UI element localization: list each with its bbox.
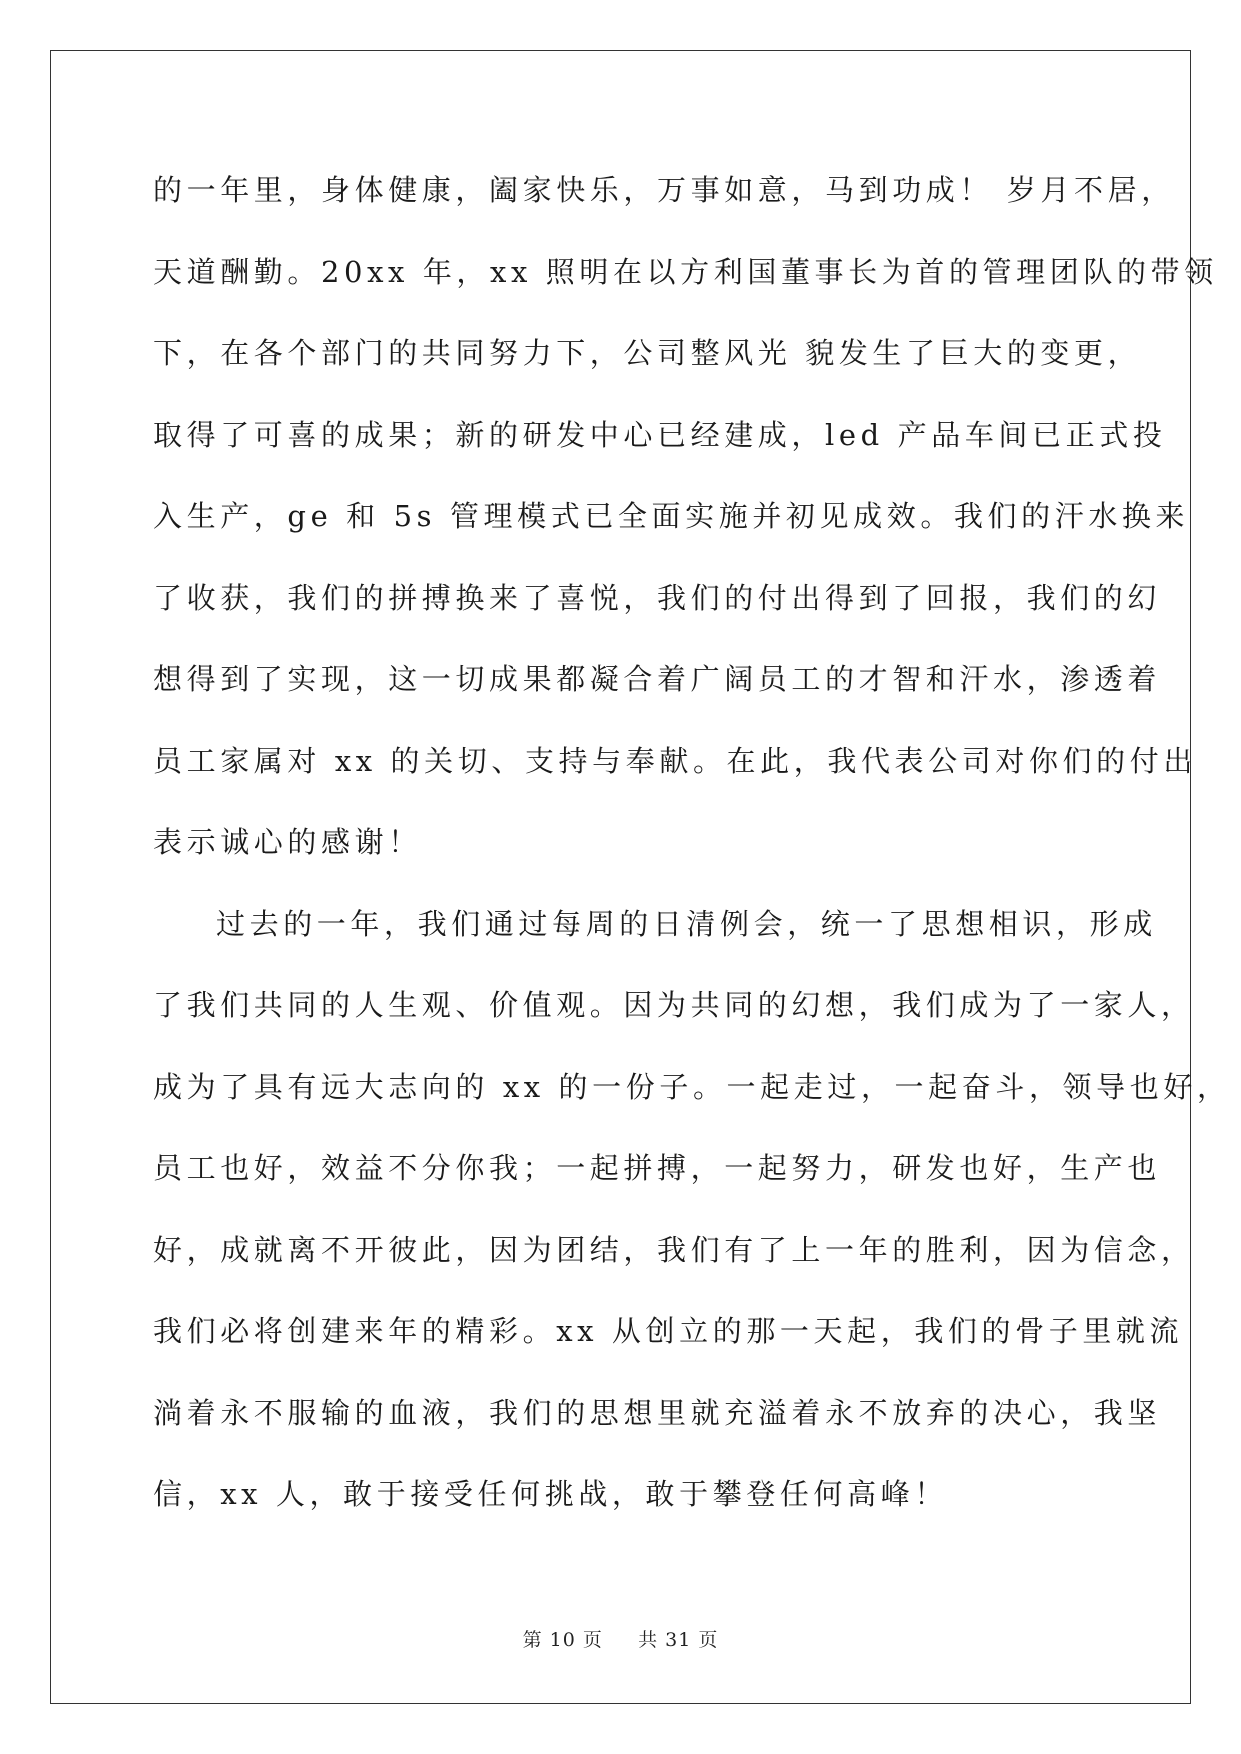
- text-line: 天道酬勤。20xx 年，xx 照明在以方利国董事长为首的管理团队的带领: [153, 254, 1218, 289]
- text-line: 好，成就离不开彼此，因为团结，我们有了上一年的胜利，因为信念，: [153, 1232, 1195, 1267]
- page-footer: [0, 1625, 1241, 1652]
- text-line: 了我们共同的人生观、价值观。因为共同的幻想，我们成为了一家人，: [153, 988, 1195, 1022]
- current-page-number: 第 10 页: [522, 1629, 603, 1651]
- text-line: 取得了可喜的成果；新的研发中心已经建成，led 产品车间已正式投: [153, 417, 1167, 452]
- text-line: 了收获，我们的拼搏换来了喜悦，我们的付出得到了回报，我们的幻: [153, 580, 1162, 615]
- text-line: 想得到了实现，这一切成果都凝合着广阔员工的才智和汗水，渗透着: [153, 662, 1162, 696]
- text-line: 淌着永不服输的血液，我们的思想里就充溢着永不放弃的决心，我坚: [153, 1395, 1162, 1430]
- text-line: 成为了具有远大志向的 xx 的一份子。一起走过，一起奋斗，领导也好，: [153, 1069, 1231, 1104]
- text-line: 员工家属对 xx 的关切、支持与奉献。在此，我代表公司对你们的付出: [153, 743, 1197, 778]
- text-line: 我们必将创建来年的精彩。xx 从创立的那一天起，我们的骨子里就流: [153, 1314, 1184, 1348]
- text-line: 信，xx 人，敢于接受任何挑战，敢于攀登任何高峰！: [153, 1477, 948, 1511]
- total-page-count: 共 31 页: [638, 1629, 719, 1651]
- text-line: 员工也好，效益不分你我；一起拼搏，一起努力，研发也好，生产也: [153, 1151, 1162, 1185]
- text-line: 的一年里，身体健康，阖家快乐，万事如意，马到功成！ 岁月不居，: [153, 173, 1175, 207]
- paragraph-start-line: 过去的一年，我们通过每周的日清例会，统一了思想相识，形成: [216, 906, 1157, 941]
- text-line: 下，在各个部门的共同努力下，公司整风光 貌发生了巨大的变更，: [153, 336, 1142, 370]
- text-line: 入生产，ge 和 5s 管理模式已全面实施并初见成效。我们的汗水换来: [153, 499, 1190, 533]
- document-body: [153, 160, 1231, 1546]
- text-line: 表示诚心的感谢！: [153, 825, 422, 859]
